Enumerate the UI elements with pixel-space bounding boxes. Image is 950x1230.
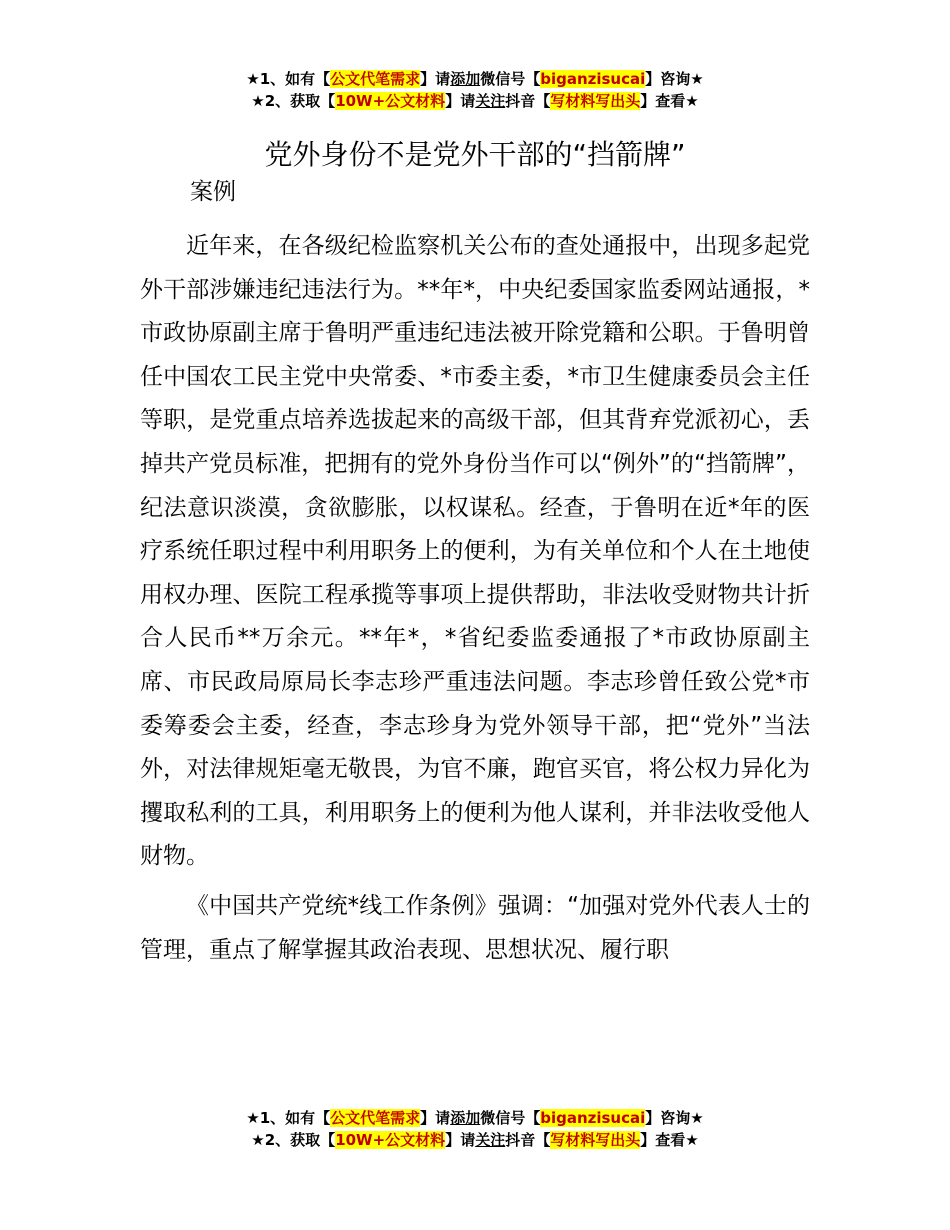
banner-text: 】咨询★ (645, 70, 704, 88)
section-heading: 案例 (190, 179, 236, 205)
banner-line-2 (0, 90, 950, 112)
banner-highlight: 10W+公文材料 (335, 1131, 446, 1149)
banner-highlight: 10W+公文材料 (335, 92, 446, 110)
banner-text: 关注 (475, 92, 506, 110)
footer-banner (0, 1107, 950, 1151)
banner-text: 】咨询★ (645, 1109, 704, 1127)
banner-text: 微信号【 (480, 1109, 541, 1127)
banner-text: 】请 (420, 70, 451, 88)
banner-line-2 (0, 1129, 950, 1151)
banner-text: ★1、如有【 (246, 70, 331, 88)
banner-text: 】查看★ (640, 1131, 699, 1149)
banner-line-1 (0, 68, 950, 90)
banner-text: 添加 (450, 1109, 481, 1127)
banner-text: ★2、获取【 (251, 92, 336, 110)
banner-text: 】请 (445, 1131, 476, 1149)
banner-highlight: 写材料写出头 (550, 1131, 641, 1149)
banner-highlight: biganzisucai (540, 1109, 646, 1127)
body-paragraph: 近年来，在各级纪检监察机关公布的查处通报中，出现多起党外干部涉嫌违纪违法行为。**年*，中央纪委国家监委网站通报，*市政协原副主席于鲁明严重违纪违法被开除党籍和公职。于鲁明曾任中国农工民主党中央常委、*市委主委，*市卫生健康委员会主任等职，是党重点培养选拔起来的高级干部，但其背弃党派初心，丢掉共产党员标准，把拥有的党外身份当作可以“例外”的“挡箭牌”，纪法意识淡漠，贪欲膨胀，以权谋私。经查，于鲁明在近*年的医疗系统任职过程中利用职务上的便利，为有关单位和个人在土地使用权办理、医院工程承揽等事项上提供帮助，非法收受财物共计折合人民币**万余元。**年*，*省纪委监委通报了*市政协原副主席、市民政局原局长李志珍严重违法问题。李志珍曾任致公党*市委筹委会主委，经查，李志珍身为党外领导干部，把“党外”当法外，对法律规矩毫无敬畏，为官不廉，跑官买官，将公权力异化为攫取私利的工具，利用职务上的便利为他人谋利，并非法收受他人财物。 (140, 233, 810, 870)
banner-highlight: 写材料写出头 (550, 92, 641, 110)
header-banner (0, 68, 950, 112)
banner-highlight: 公文代笔需求 (330, 70, 421, 88)
document-body (140, 225, 810, 978)
banner-text: 抖音【 (505, 1131, 551, 1149)
banner-text: 】查看★ (640, 92, 699, 110)
banner-text: ★1、如有【 (246, 1109, 331, 1127)
banner-highlight: 公文代笔需求 (330, 1109, 421, 1127)
banner-line-1 (0, 1107, 950, 1129)
banner-text: 】请 (420, 1109, 451, 1127)
banner-text: 微信号【 (480, 70, 541, 88)
banner-text: 关注 (475, 1131, 506, 1149)
banner-text: 添加 (450, 70, 481, 88)
body-paragraph: 《中国共产党统*线工作条例》强调：“加强对党外代表人士的管理，重点了解掌握其政治表现、思想状况、履行职 (140, 892, 810, 963)
banner-text: 抖音【 (505, 92, 551, 110)
banner-text: ★2、获取【 (251, 1131, 336, 1149)
banner-highlight: biganzisucai (540, 70, 646, 88)
banner-text: 】请 (445, 92, 476, 110)
document-title: 党外身份不是党外干部的“挡箭牌” (264, 137, 686, 171)
